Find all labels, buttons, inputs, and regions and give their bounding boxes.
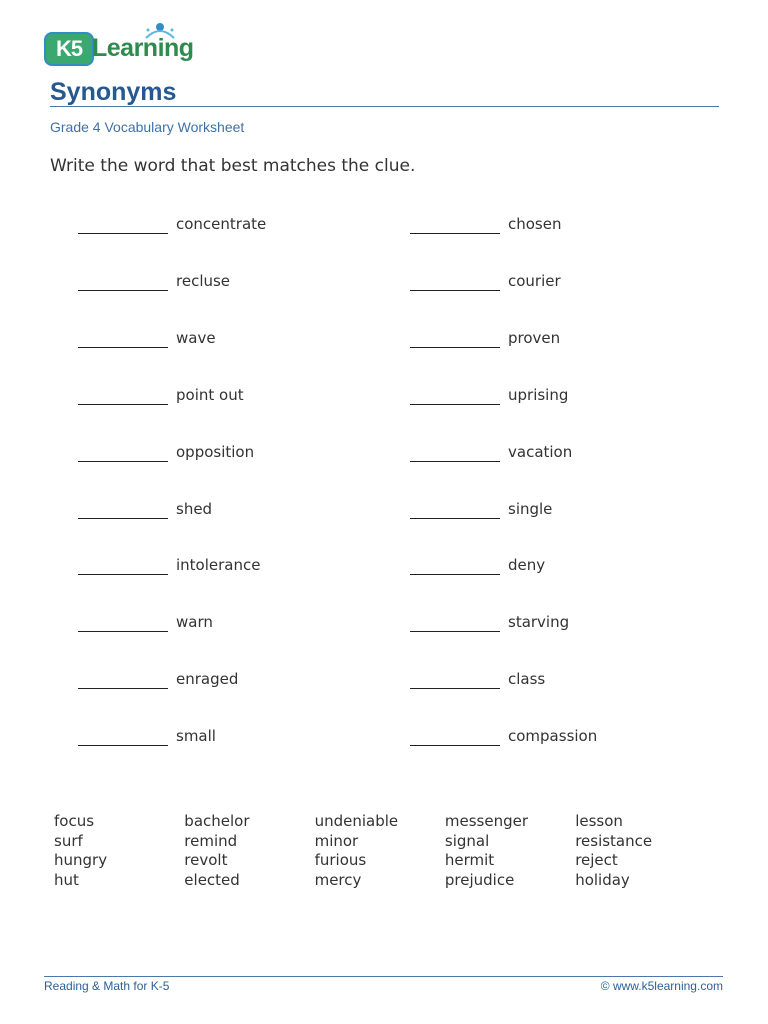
word-bank-item: bachelor <box>184 812 250 830</box>
answer-blank[interactable] <box>410 745 500 746</box>
word-bank-item: holiday <box>575 871 630 890</box>
clue-word: proven <box>508 328 561 347</box>
clue-word: starving <box>508 613 570 632</box>
word-bank-column <box>184 812 314 891</box>
page-title: Synonyms <box>50 78 177 106</box>
clue-row <box>78 612 378 636</box>
word-bank-item: hut <box>54 871 79 890</box>
answer-blank[interactable] <box>410 233 500 234</box>
answer-blank[interactable] <box>78 404 168 405</box>
footer-tagline: Reading & Math for K-5 <box>44 979 170 993</box>
answer-blank[interactable] <box>78 347 168 348</box>
clue-row <box>78 669 378 693</box>
word-bank-item: remind <box>184 831 238 850</box>
clue-word: vacation <box>508 442 573 461</box>
word-bank-item: furious <box>314 851 367 870</box>
word-bank-item: resistance <box>575 831 653 850</box>
answer-blank[interactable] <box>78 233 168 234</box>
clue-word: uprising <box>508 385 569 404</box>
clue-row <box>410 612 710 636</box>
answer-blank[interactable] <box>78 688 168 689</box>
word-bank-item: lesson <box>575 812 623 830</box>
clue-row <box>410 669 710 693</box>
clue-row <box>410 555 710 579</box>
answer-blank[interactable] <box>410 518 500 519</box>
clue-word: concentrate <box>176 215 267 233</box>
clue-row <box>78 442 378 466</box>
clue-word: point out <box>176 385 244 404</box>
word-bank-item: reject <box>575 851 618 870</box>
word-bank-item: surf <box>54 831 83 850</box>
word-bank-item: prejudice <box>444 871 515 890</box>
word-bank-item: undeniable <box>314 812 399 830</box>
word-bank-column <box>445 812 575 891</box>
clue-row <box>410 214 710 238</box>
answer-blank[interactable] <box>410 688 500 689</box>
word-bank-item: minor <box>314 831 359 850</box>
clue-word: wave <box>176 328 216 347</box>
clue-word: enraged <box>176 670 239 689</box>
logo-wordmark: Learning <box>92 34 194 62</box>
word-bank-item: messenger <box>444 812 529 830</box>
word-bank-item: focus <box>54 812 95 830</box>
clue-word: small <box>176 727 216 746</box>
title-divider <box>50 106 719 107</box>
answer-blank[interactable] <box>410 347 500 348</box>
clue-word: compassion <box>508 727 598 746</box>
word-bank-item: mercy <box>314 871 362 890</box>
footer-website: © www.k5learning.com <box>600 979 723 993</box>
clue-row <box>410 328 710 352</box>
logo-badge: K5 <box>44 32 94 66</box>
clue-row <box>78 271 378 295</box>
clue-row <box>78 499 378 523</box>
clue-row <box>78 726 378 750</box>
clue-row <box>78 385 378 409</box>
word-bank-item: signal <box>444 831 490 850</box>
clue-word: class <box>508 670 546 689</box>
clue-word: single <box>508 499 553 518</box>
clue-row <box>78 214 378 238</box>
clue-word: opposition <box>176 442 255 461</box>
answer-blank[interactable] <box>78 745 168 746</box>
answer-blank[interactable] <box>410 574 500 575</box>
instructions: Write the word that best matches the clue. <box>50 156 416 176</box>
clue-word: warn <box>176 613 213 632</box>
clue-word: shed <box>176 499 213 518</box>
answer-blank[interactable] <box>78 461 168 462</box>
answer-blank[interactable] <box>78 290 168 291</box>
answer-blank[interactable] <box>78 574 168 575</box>
clue-word: courier <box>508 271 561 290</box>
k5-learning-logo <box>44 22 204 66</box>
word-bank-column <box>54 812 184 891</box>
clue-row <box>78 328 378 352</box>
footer-divider <box>44 976 723 977</box>
word-bank-column <box>315 812 445 891</box>
clue-row <box>410 442 710 466</box>
word-bank-item: elected <box>184 871 240 890</box>
answer-blank[interactable] <box>410 290 500 291</box>
clue-word: chosen <box>508 215 562 233</box>
word-bank-item: revolt <box>184 851 228 870</box>
answer-blank[interactable] <box>410 631 500 632</box>
logo-figure-icon <box>140 22 180 44</box>
clue-word: deny <box>508 556 546 575</box>
clue-row <box>410 726 710 750</box>
answer-blank[interactable] <box>78 631 168 632</box>
clue-row <box>410 499 710 523</box>
answer-blank[interactable] <box>78 518 168 519</box>
word-bank-item: hermit <box>444 851 495 870</box>
clue-row <box>78 555 378 579</box>
word-bank <box>54 812 714 894</box>
clue-row <box>410 271 710 295</box>
clue-row <box>410 385 710 409</box>
answer-blank[interactable] <box>410 461 500 462</box>
word-bank-column <box>575 812 705 891</box>
clue-word: intolerance <box>176 556 261 575</box>
word-bank-item: hungry <box>54 851 108 870</box>
page-subtitle: Grade 4 Vocabulary Worksheet <box>50 119 245 135</box>
answer-blank[interactable] <box>410 404 500 405</box>
clue-word: recluse <box>176 271 231 290</box>
